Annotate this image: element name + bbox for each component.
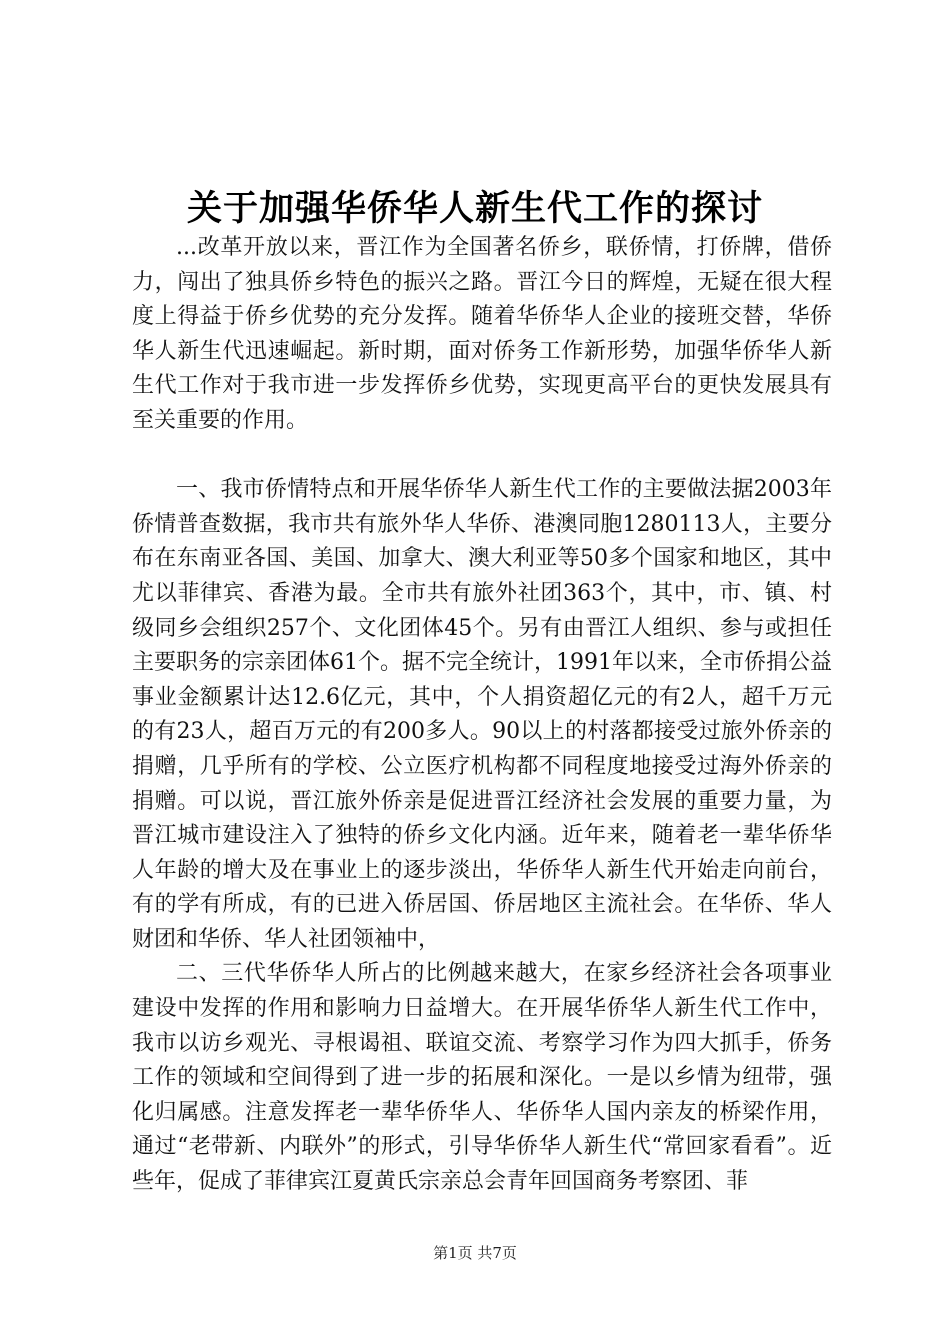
document-body: [132, 231, 832, 1200]
paragraph-spacer: [132, 439, 832, 474]
document-title: 关于加强华侨华人新生代工作的探讨: [186, 188, 763, 229]
paragraph-intro: ...改革开放以来，晋江作为全国著名侨乡，联侨情，打侨牌，借侨力，闯出了独具侨乡特色的振兴之路。晋江今日的辉煌，无疑在很大程度上得益于侨乡优势的充分发挥。随着华侨华人企业的接班交替，华侨华人新生代迅速崛起。新时期，面对侨务工作新形势，加强华侨华人新生代工作对于我市进一步发挥侨乡优势，实现更高平台的更快发展具有至关重要的作用。: [132, 235, 832, 433]
paragraph-section-two: 二、三代华侨华人所占的比例越来越大，在家乡经济社会各项事业建设中发挥的作用和影响力日益增大。在开展华侨华人新生代工作中，我市以访乡观光、寻根谒祖、联谊交流、考察学习作为四大抓手，侨务工作的领域和空间得到了进一步的拓展和深化。一是以乡情为纽带，强化归属感。注意发挥老一辈华侨华人、华侨华人国内亲友的桥梁作用，通过“老带新、内联外”的形式，引导华侨华人新生代“常回家看看”。近些年，促成了菲律宾江夏黄氏宗亲总会青年回国商务考察团、菲: [132, 961, 832, 1195]
page-number-footer: 第1页 共7页: [433, 1244, 517, 1262]
paragraph-section-one: 一、我市侨情特点和开展华侨华人新生代工作的主要做法据2003年侨情普查数据，我市共有旅外华人华侨、港澳同胞1280113人，主要分布在东南亚各国、美国、加拿大、澳大利亚等50多个国家和地区，其中尤以菲律宾、香港为最。全市共有旅外社团363个，其中，市、镇、村级同乡会组织257个、文化团体45个。另有由晋江人组织、参与或担任主要职务的宗亲团体61个。据不完全统计，1991年以来，全市侨捐公益事业金额累计达12.6亿元，其中，个人捐资超亿元的有2人，超千万元的有23人，超百万元的有200多人。90以上的村落都接受过旅外侨亲的捐赠，几乎所有的学校、公立医疗机构都不同程度地接受过海外侨亲的捐赠。可以说，晋江旅外侨亲是促进晋江经济社会发展的重要力量，为晋江城市建设注入了独特的侨乡文化内涵。近年来，随着老一辈华侨华人年龄的增大及在事业上的逐步淡出，华侨华人新生代开始走向前台，有的学有所成，有的已进入侨居国、侨居地区主流社会。在华侨、华人财团和华侨、华人社团领袖中，: [132, 477, 832, 952]
